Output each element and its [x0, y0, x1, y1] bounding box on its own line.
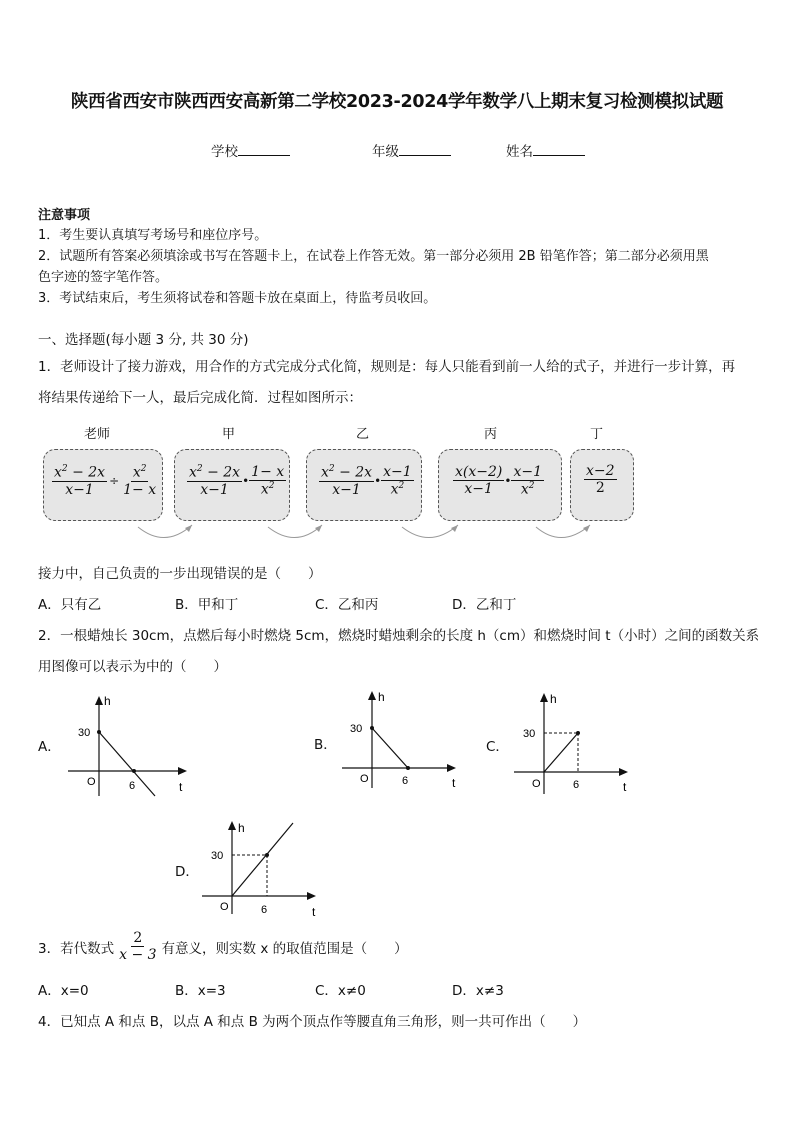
q2-text: 用图像可以表示为中的（ ）: [38, 659, 227, 675]
svg-text:30: 30: [78, 727, 91, 739]
q3-denominator: x − 3: [119, 947, 157, 964]
q4-text: 4．已知点 A 和点 B，以点 A 和点 B 为两个顶点作等腰直角三角形，则一共可作出（ ）: [38, 1014, 587, 1030]
grade-blank[interactable]: [399, 142, 451, 156]
q3-option-c[interactable]: C．x≠0: [315, 983, 366, 999]
relay-box-ding: [570, 449, 634, 521]
school-label: 学校: [211, 144, 238, 160]
grade-label: 年级: [372, 144, 399, 160]
fraction: $\frac{1- x}{x^2}$: [251, 464, 285, 498]
svg-text:30: 30: [350, 723, 363, 735]
svg-text:6: 6: [129, 780, 136, 792]
role-label-bing: 丙: [484, 427, 498, 442]
q2-text: 2．一根蜡烛长 30cm，点燃后每小时燃烧 5cm，燃烧时蜡烛剩余的长度 h（cm）和燃烧时间 t（小时）之间的函数关系: [38, 628, 760, 644]
q1-text: 1．老师设计了接力游戏，用合作的方式完成分式化简，规则是：每人只能看到前一人给的式子，并进行一步计算，再: [38, 359, 736, 375]
fraction: $\frac{x^2 - 2x}{x-1}$: [54, 464, 106, 498]
school-field[interactable]: [211, 140, 290, 160]
q2-option-a-label[interactable]: A．: [38, 739, 61, 755]
school-blank[interactable]: [238, 142, 290, 156]
grade-field[interactable]: [372, 140, 451, 160]
role-label-ding: 丁: [590, 427, 604, 442]
fraction: $\frac{x^2 - 2x}{x-1}$: [321, 464, 373, 498]
q2-graph-b[interactable]: [336, 688, 466, 794]
name-field[interactable]: [506, 140, 585, 160]
q3-post: 有意义，则实数 x 的取值范围是（ ）: [161, 940, 408, 957]
q2-option-b-label[interactable]: B．: [314, 737, 337, 753]
notice-item: 1．考生要认真填写考场号和座位序号。: [38, 228, 268, 243]
q3-option-d[interactable]: D．x≠3: [452, 983, 504, 999]
fraction: $\frac{x(x-2)}{x-1}$: [455, 464, 503, 498]
svg-text:6: 6: [402, 775, 409, 787]
section-heading: 一、选择题(每小题 3 分, 共 30 分): [38, 332, 249, 348]
role-label-jia: 甲: [222, 427, 236, 442]
svg-text:t: t: [312, 905, 316, 919]
svg-text:O: O: [532, 778, 541, 790]
role-label-yi: 乙: [356, 427, 370, 442]
name-blank[interactable]: [533, 142, 585, 156]
q1-option-b[interactable]: B．甲和丁: [175, 597, 239, 613]
operator: •: [374, 473, 382, 488]
relay-arrows: [0, 515, 794, 555]
q1-option-c[interactable]: C．乙和丙: [315, 597, 379, 613]
operator: •: [504, 473, 512, 488]
svg-text:h: h: [378, 690, 385, 704]
svg-text:6: 6: [573, 779, 580, 791]
role-label-teacher: 老师: [84, 427, 111, 442]
svg-text:6: 6: [261, 904, 268, 916]
relay-box-teacher: [43, 449, 163, 521]
relay-box-yi: [306, 449, 422, 521]
fraction: $\frac{x-2}{2}$: [586, 463, 615, 497]
fraction: $\frac{x-1}{x^2}$: [383, 464, 412, 498]
fraction: $\frac{x^2}{1- x}$: [123, 464, 157, 498]
q2-graph-d[interactable]: [196, 818, 326, 924]
q3-option-b[interactable]: B．x=3: [175, 983, 226, 999]
q3-pre: 3．若代数式: [38, 940, 115, 957]
svg-text:t: t: [623, 780, 627, 794]
relay-box-bing: [438, 449, 562, 521]
notice-item: 3．考试结束后，考生须将试卷和答题卡放在桌面上，待监考员收回。: [38, 291, 437, 306]
fraction: $\frac{x-1}{x^2}$: [513, 464, 542, 498]
relay-box-jia: [174, 449, 290, 521]
operator: ÷: [109, 473, 120, 488]
page-title: 陕西省西安市陕西西安高新第二学校2023-2024学年数学八上期末复习检测模拟试题: [70, 92, 724, 112]
svg-text:t: t: [452, 776, 456, 790]
svg-text:h: h: [238, 821, 245, 835]
svg-text:O: O: [220, 901, 229, 913]
notice-heading: 注意事项: [38, 208, 91, 223]
svg-text:h: h: [550, 692, 557, 706]
notice-item: 2．试题所有答案必须填涂或书写在答题卡上，在试卷上作答无效。第一部分必须用 2B 铅笔作答；第二部分必须用黑: [38, 249, 709, 264]
svg-text:h: h: [104, 694, 111, 708]
q1-option-a[interactable]: A．只有乙: [38, 597, 102, 613]
q1-option-d[interactable]: D．乙和丁: [452, 597, 517, 613]
q2-graph-a[interactable]: [60, 692, 200, 804]
svg-text:t: t: [179, 780, 183, 794]
q3-text: [38, 930, 408, 963]
q2-option-d-label[interactable]: D．: [175, 864, 199, 880]
q2-graph-c[interactable]: [508, 690, 638, 798]
q1-ask: 接力中，自己负责的一步出现错误的是（ ）: [38, 566, 322, 582]
name-label: 姓名: [506, 144, 533, 160]
fraction: $\frac{x^2 - 2x}{x-1}$: [189, 464, 241, 498]
q3-numerator: 2: [133, 930, 143, 946]
q3-option-a[interactable]: A．x=0: [38, 983, 89, 999]
notice-item: 色字迹的签字笔作答。: [38, 270, 169, 285]
svg-text:O: O: [360, 773, 369, 785]
q1-text: 将结果传递给下一人，最后完成化简．过程如图所示：: [38, 390, 362, 406]
svg-text:30: 30: [211, 850, 224, 862]
q3-fraction: [117, 930, 158, 963]
svg-text:30: 30: [523, 728, 536, 740]
q2-option-c-label[interactable]: C．: [486, 739, 509, 755]
operator: •: [242, 473, 250, 488]
svg-text:O: O: [87, 776, 96, 788]
